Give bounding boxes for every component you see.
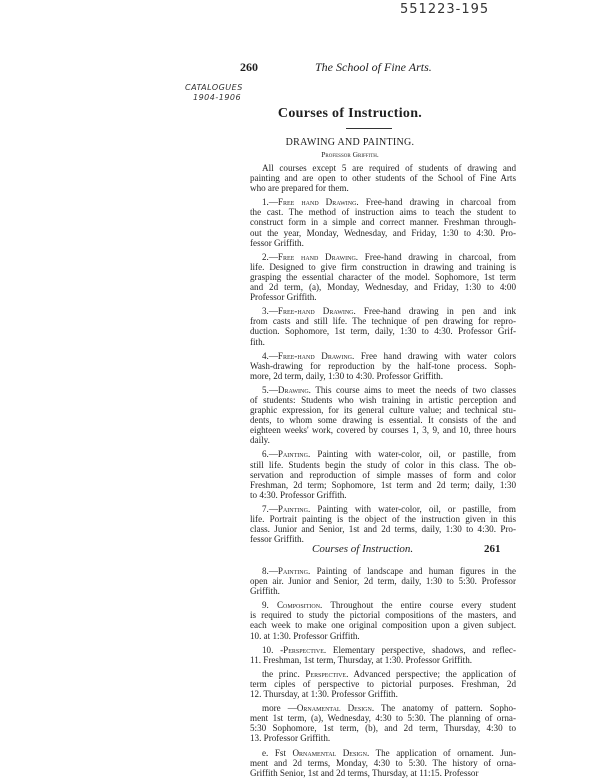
paragraph-line: to 4:30. Professor Griffith.: [250, 489, 347, 500]
course-number: more —: [262, 703, 297, 714]
course-title: Drawing.: [277, 384, 311, 395]
paragraph-line: of students: Students who wish training in artistic perception and: [250, 394, 516, 405]
paragraph-line: 10. at 1:30. Professor Griffith.: [250, 630, 360, 641]
course-paragraph: [250, 306, 516, 346]
paragraph-line: fessor Griffith.: [250, 534, 304, 545]
course-number: 1.—: [262, 197, 278, 208]
course-paragraph: [250, 449, 516, 499]
course-title: Ornamental Design.: [296, 703, 375, 714]
first-line-text: Free-hand drawing in pen and ink: [363, 306, 517, 317]
paragraph-line: ment and 2d terms, Monday, 4:30 to 5:30. The history of orna-: [250, 757, 516, 768]
paragraph-line: each week to make one original composition upon a given subject.: [250, 620, 516, 631]
course-paragraph: [250, 600, 516, 640]
first-line-text: Painting of landscape and human figures in the: [316, 566, 516, 576]
handwritten-catalogue-note: [185, 83, 243, 103]
paragraph-line: Griffith.: [250, 586, 280, 597]
paragraph-line: more, 2d term, daily, 1:30 to 4:30. Professor Griffith.: [250, 370, 443, 381]
title-divider: [346, 128, 392, 129]
page-title: Courses of Instruction.: [277, 106, 423, 121]
paragraph-first-line: [250, 306, 516, 316]
paragraph-line: the cast. The method of instruction aims to teach the student to: [250, 207, 516, 218]
paragraph-line: ment 1st term, (a), Wednesday, 4:30 to 5:30. The planning of orna-: [250, 713, 516, 724]
course-number: 7.—: [262, 503, 278, 514]
reference-number: 551223-195: [400, 2, 490, 17]
course-number: 3.—: [262, 306, 278, 317]
paragraph-line: Professor Griffith.: [250, 292, 317, 303]
paragraph-line: dents, to whom some drawing is essential. It consists of the and: [250, 415, 516, 426]
first-line-text: Free-hand drawing in charcoal, from: [364, 251, 517, 262]
paragraph-line: painting and are open to other students of the School of Fine Arts: [250, 173, 516, 184]
paragraph-first-line: [250, 600, 516, 610]
course-title: Perspective.: [305, 668, 349, 679]
course-number: 10. -: [262, 644, 284, 655]
paragraph-line: 13. Professor Griffith.: [250, 733, 331, 744]
course-paragraph: [250, 669, 516, 699]
paragraph-line: graphic expression, for its general culture value; and technical stu-: [250, 405, 516, 416]
paragraph-line: daily.: [250, 435, 270, 446]
paragraph-line: and 2d term, (a), Monday, Wednesday, and Friday, 1:30 to 4:00: [250, 282, 516, 293]
course-title: Free hand Drawing.: [277, 251, 359, 262]
course-paragraph: [250, 566, 516, 596]
paragraph-first-line: [250, 385, 516, 395]
paragraph-line: is required to study the pictorial compositions of the masters, and: [250, 610, 516, 621]
first-line-text: Free hand drawing with water colors: [360, 350, 517, 361]
paragraph-line: Wash-drawing for reproduction by the half-tone process. Soph-: [250, 360, 516, 371]
course-title: Painting.: [277, 566, 311, 576]
paragraph-line: fith.: [250, 336, 265, 347]
course-number: 6.—: [262, 449, 278, 460]
paragraph-line: class. Junior and Senior, 1st and 2d terms, daily, 1:30 to 4:30. Pro-: [250, 524, 516, 535]
paragraph-line: 11. Freshman, 1st term, Thursday, at 1:30. Professor Griffith.: [250, 654, 473, 665]
paragraph-line: construct form in a simple and correct manner. Freshman through-: [250, 217, 516, 228]
course-number: 9.: [262, 600, 277, 611]
first-line-text: Throughout the entire course every student: [330, 600, 517, 611]
course-number: 4.—: [262, 350, 278, 361]
paragraph-first-line: [250, 748, 516, 758]
page-260-body: [250, 163, 516, 548]
first-line-text: The application of ornament. Jun-: [375, 747, 516, 758]
paragraph-first-line: [250, 197, 516, 207]
paragraph-line: 12. Thursday, at 1:30. Professor Griffith.: [250, 689, 398, 700]
course-paragraph: [250, 252, 516, 302]
course-title: Painting.: [277, 449, 311, 460]
paragraph-line: grasping the essential character of the model. Sophomore, 1st term: [250, 271, 516, 282]
paragraph-line: servation and reproduction of simple masses of form and color: [250, 469, 516, 480]
paragraph-line: Freshman, 2d term; Sophomore, 1st term and 2d term; daily, 1:30: [250, 479, 516, 490]
paragraph-first-line: [250, 645, 516, 655]
catalogue-note-line: CATALOGUES: [185, 83, 243, 92]
paragraph-first-line: [250, 703, 516, 713]
page-number-260: 260: [240, 60, 258, 74]
paragraph-line: duction. Sophomore, 1st term, daily, 1:30 to 4:30. Professor Grif-: [250, 326, 516, 337]
course-title: Painting.: [277, 503, 311, 514]
course-number: 8.—: [262, 566, 278, 576]
first-line-text: All courses except 5 are required of students of drawing and: [262, 163, 516, 173]
paragraph-line: life. Portrait painting is the object of the instruction given in this: [250, 514, 516, 524]
course-paragraph: [250, 385, 516, 446]
first-line-text: Painting with water-color, oil, or pastille, from: [317, 503, 516, 514]
course-paragraph: [250, 163, 516, 193]
paragraph-line: eighteen weeks' work, covered by courses 1, 3, 9, and 10, three hours: [250, 425, 516, 436]
course-paragraph: [250, 197, 516, 247]
paragraph-line: who are prepared for them.: [250, 183, 349, 194]
paragraph-line: out the year, Monday, Wednesday, and Friday, 1:30 to 4:30. Pro-: [250, 227, 516, 238]
course-title: Composition.: [276, 600, 323, 611]
paragraph-first-line: [250, 351, 516, 361]
course-number: e. Fst: [262, 747, 293, 758]
professor-name: Professor Griffith.: [321, 150, 379, 159]
paragraph-line: 5:30 Sophomore, 1st term, (b), and 2d term, Thursday, 4:30 to: [250, 723, 516, 734]
first-line-text: Advanced perspective; the application of: [353, 668, 516, 679]
course-title: Perspective.: [283, 644, 327, 655]
course-paragraph: [250, 351, 516, 381]
course-number: the princ.: [262, 668, 306, 679]
running-head-261: Courses of Instruction.: [312, 543, 414, 555]
course-title: Ornamental Design.: [292, 747, 370, 758]
first-line-text: Painting with water-color, oil, or pastille, from: [317, 449, 516, 460]
page-number-261: 261: [484, 543, 501, 555]
running-head: The School of Fine Arts.: [315, 60, 432, 74]
paragraph-line: from casts and still life. The technique of pen drawing for repro-: [250, 316, 516, 327]
course-paragraph: [250, 703, 516, 743]
first-line-text: Free-hand drawing in charcoal from: [365, 197, 516, 208]
course-title: Free hand Drawing.: [277, 197, 359, 208]
course-paragraph: [250, 504, 516, 544]
paragraph-first-line: [250, 669, 516, 679]
course-paragraph: [250, 645, 516, 665]
course-number: 2.—: [262, 251, 278, 262]
paragraph-line: Griffith Senior, 1st and 2d terms, Thursday, at 11:15. Professor: [250, 767, 479, 778]
first-line-text: Elementary perspective, shadows, and reflec-: [332, 644, 516, 655]
course-paragraph: [250, 748, 516, 778]
paragraph-first-line: [250, 252, 516, 262]
paragraph-line: life. Designed to give firm construction in drawing and training is: [250, 261, 516, 272]
paragraph-first-line: [250, 566, 516, 576]
course-title: Free-hand Drawing.: [277, 306, 356, 317]
paragraph-line: term ciples of perspective to pictorial purposes. Freshman, 2d: [250, 678, 516, 689]
catalogue-note-line: 1904-1906: [193, 93, 242, 102]
paragraph-line: open air. Junior and Senior, 2d term, daily, 1:30 to 5:30. Professor: [250, 576, 516, 587]
first-line-text: This course aims to meet the needs of two classes: [315, 384, 517, 395]
course-number: 5.—: [262, 384, 278, 395]
course-title: Free-hand Drawing.: [277, 350, 355, 361]
first-line-text: The anatomy of pattern. Sopho-: [381, 703, 517, 714]
paragraph-first-line: [250, 163, 516, 173]
paragraph-first-line: [250, 449, 516, 459]
paragraph-first-line: [250, 504, 516, 514]
page-261-body: [250, 566, 516, 782]
paragraph-line: fessor Griffith.: [250, 237, 304, 248]
paragraph-line: still life. Students begin the study of color in this class. The ob-: [250, 459, 516, 470]
section-heading: DRAWING AND PAINTING.: [285, 137, 415, 148]
